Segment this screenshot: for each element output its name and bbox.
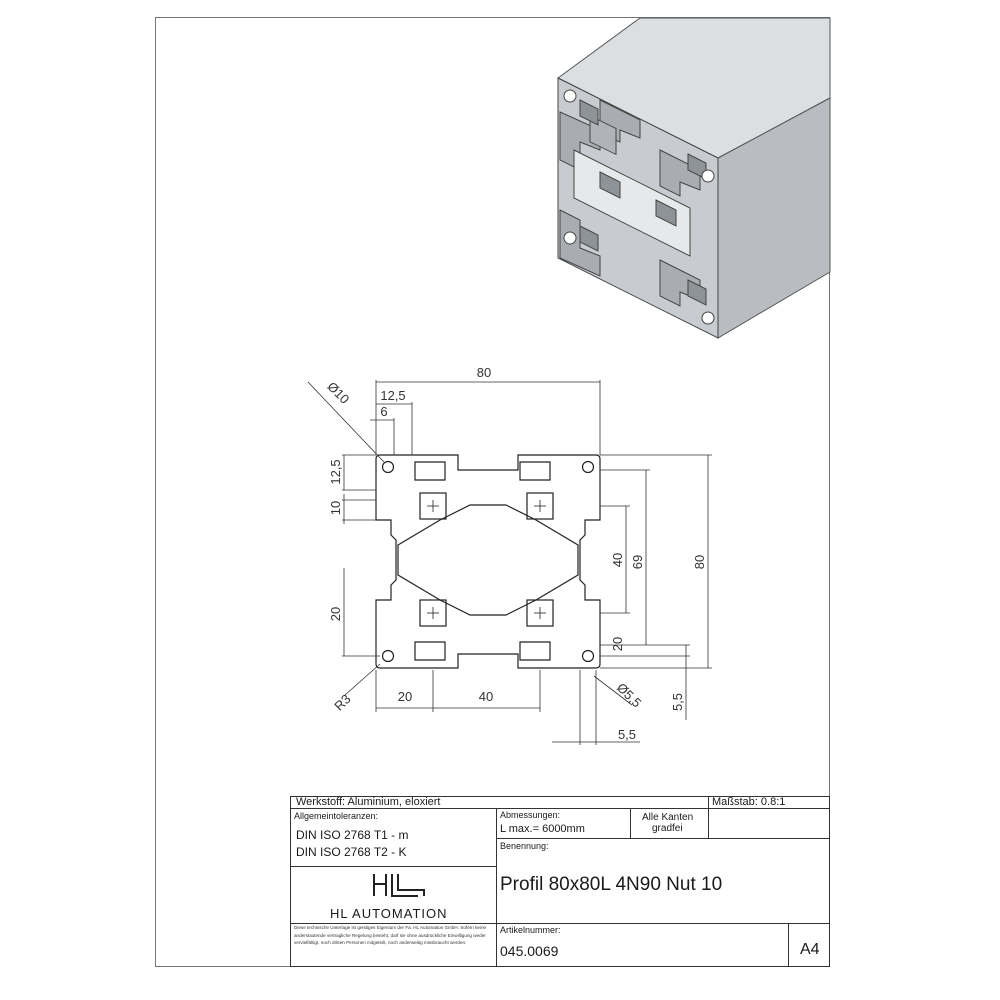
dim-80-top: 80 — [476, 365, 492, 380]
company-name: HL AUTOMATION — [330, 906, 448, 921]
dim-40-bottom: 40 — [478, 689, 494, 704]
dim-6: 6 — [380, 404, 388, 419]
dim-12-5-top: 12,5 — [380, 388, 406, 403]
tolerances-label: Allgemeintoleranzen: — [294, 811, 379, 821]
format-text: A4 — [800, 941, 820, 958]
dim-5-5-right: 5,5 — [670, 692, 685, 712]
dim-r3: R3 — [331, 691, 354, 714]
dim-80-right: 80 — [692, 554, 707, 570]
edges-line-1: Alle Kanten — [642, 812, 694, 823]
dims-label: Abmessungen: — [500, 810, 561, 820]
dim-12-5-left: 12,5 — [328, 459, 343, 485]
dims-value: L max.= 6000mm — [500, 823, 585, 835]
dim-20-bottom: 20 — [397, 689, 413, 704]
dim-20-right: 20 — [610, 636, 625, 652]
dimension-texts — [324, 365, 707, 742]
profile-outline — [376, 455, 600, 668]
name-value: Profil 80x80L 4N90 Nut 10 — [500, 874, 723, 895]
tolerance-2: DIN ISO 2768 T2 - K — [296, 845, 407, 859]
dim-20-left: 20 — [328, 606, 343, 622]
dim-40-right: 40 — [610, 552, 625, 568]
legal-notice: Diese technische Unterlage ist geistiges Eigentum der Fa. HL Automation GmbH. Sofern keine anderslautende vertragliche Regelung besteht, darf sie ohne ausdrückliche Einwilligung weder vervielfältigt, noch dritten Personen mitgeteilt, noch anderweitig missbraucht werden. — [294, 925, 487, 945]
title-block — [290, 796, 830, 967]
dim-d5-5: Ø5,5 — [613, 679, 645, 711]
dim-5-5-bottom: 5,5 — [617, 727, 637, 742]
edges-line-2: gradfei — [652, 823, 683, 834]
scale-text: Maßstab: 0.8:1 — [712, 796, 786, 808]
article-label: Artikelnummer: — [500, 925, 561, 935]
dim-69-right: 69 — [630, 554, 645, 570]
dim-d10: Ø10 — [324, 378, 353, 407]
article-value: 045.0069 — [500, 943, 559, 959]
company-logo-icon — [372, 872, 428, 900]
tolerance-1: DIN ISO 2768 T1 - m — [296, 828, 409, 842]
name-label: Benennung: — [500, 841, 549, 851]
dimension-lines — [308, 380, 712, 745]
material-text: Werkstoff: Aluminium, eloxiert — [296, 796, 441, 808]
dim-10-left: 10 — [328, 500, 343, 516]
